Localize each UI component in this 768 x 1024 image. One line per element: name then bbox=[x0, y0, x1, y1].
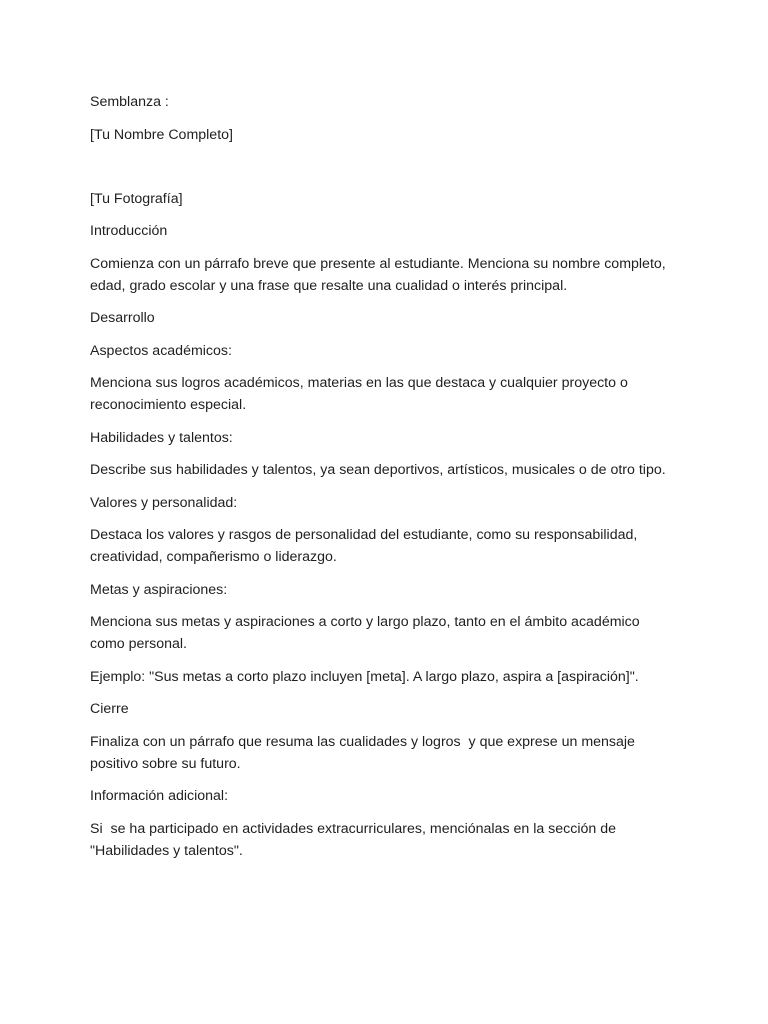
title-label: Semblanza : bbox=[90, 94, 169, 110]
skills-heading: Habilidades y talentos: bbox=[90, 429, 233, 446]
closing-paragraph: Finaliza con un párrafo que resuma las cualidades y logros y que exprese un mensaje positivo sobre su futuro. bbox=[90, 733, 639, 772]
values-paragraph: Destaca los valores y rasgos de personalidad del estudiante, como su responsabilidad, creatividad, compañerismo o liderazgo. bbox=[90, 527, 642, 565]
skills-paragraph: Describe sus habilidades y talentos, ya sean deportivos, artísticos, musicales o de otro tipo. bbox=[90, 462, 666, 478]
intro-paragraph: Comienza con un párrafo breve que presente al estudiante. Menciona su nombre completo, edad, grado escolar y una frase que resalte una cualidad o interés principal. bbox=[90, 255, 670, 294]
additional-paragraph: Si se ha participado en actividades extracurriculares, menciónalas en la sección de "Habilidades y talentos". bbox=[90, 820, 620, 859]
closing-heading: Cierre bbox=[90, 701, 129, 717]
development-heading: Desarrollo bbox=[90, 310, 155, 326]
academic-heading: Aspectos académicos: bbox=[90, 342, 232, 359]
additional-heading: Información adicional: bbox=[90, 788, 229, 804]
goals-heading: Metas y aspiraciones: bbox=[90, 581, 228, 598]
name-placeholder: [Tu Nombre Completo] bbox=[90, 126, 233, 143]
academic-paragraph: Menciona sus logros académicos, materias en las que destaca y cualquier proyecto o reconocimiento especial. bbox=[90, 375, 632, 413]
goals-paragraph: Menciona sus metas y aspiraciones a corto y largo plazo, tanto en el ámbito académico como personal. bbox=[90, 614, 644, 652]
goals-example: Ejemplo: "Sus metas a corto plazo incluyen [meta]. A largo plazo, aspira a [aspiración]". bbox=[90, 668, 639, 685]
document-body bbox=[90, 91, 670, 872]
photo-placeholder: [Tu Fotografía] bbox=[90, 190, 183, 207]
values-heading: Valores y personalidad: bbox=[90, 494, 238, 511]
intro-heading: Introducción bbox=[90, 223, 168, 239]
